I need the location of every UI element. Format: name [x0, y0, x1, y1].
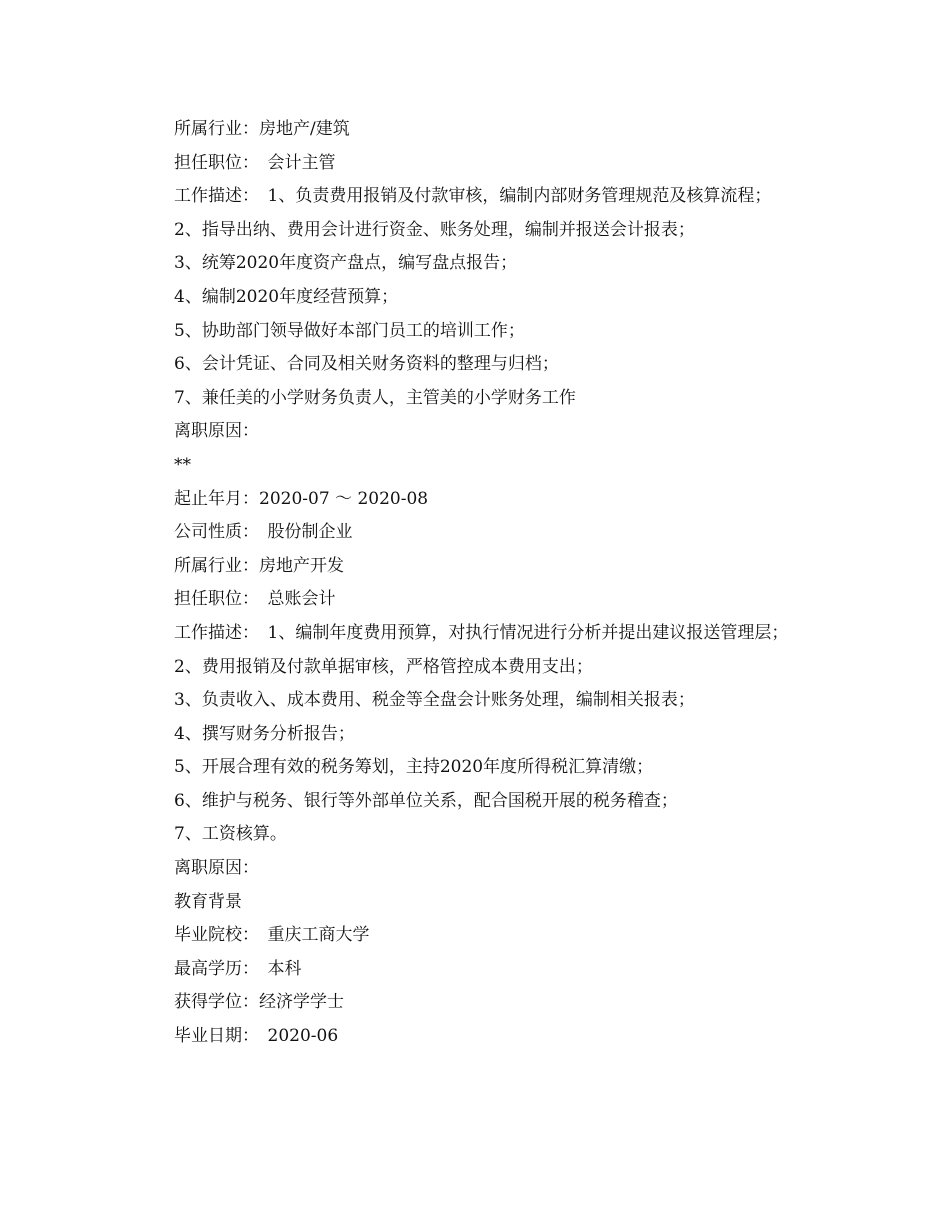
industry-line-2: 所属行业：房地产开发	[174, 555, 344, 576]
job-description-2-item-5: 5、开展合理有效的税务筹划，主持2020年度所得税汇算清缴；	[174, 757, 654, 778]
leaving-reason-1: 离职原因：	[174, 421, 259, 442]
position-line-2: 担任职位： 总账会计	[174, 589, 336, 610]
graduation-date: 毕业日期： 2020-06	[174, 1026, 339, 1047]
separator-asterisks: **	[174, 454, 191, 475]
job-description-2-item-1: 工作描述： 1、编制年度费用预算，对执行情况进行分析并提出建议报送管理层；	[174, 622, 789, 643]
position-line-1: 担任职位： 会计主管	[174, 152, 336, 173]
job-description-2-item-2: 2、费用报销及付款单据审核，严格管控成本费用支出；	[174, 656, 593, 677]
employment-period-2: 起止年月：2020-07 ～ 2020-08	[174, 488, 429, 509]
job-description-1-item-4: 4、编制2020年度经营预算；	[174, 286, 399, 307]
job-description-2-item-3: 3、负责收入、成本费用、税金等全盘会计账务处理，编制相关报表；	[174, 690, 695, 711]
job-description-2-item-6: 6、维护与税务、银行等外部单位关系，配合国税开展的税务稽查；	[174, 790, 678, 811]
company-nature-2: 公司性质： 股份制企业	[174, 522, 353, 543]
job-description-1-item-1: 工作描述： 1、负责费用报销及付款审核，编制内部财务管理规范及核算流程；	[174, 186, 772, 207]
leaving-reason-2: 离职原因：	[174, 858, 259, 879]
document-body	[138, 113, 818, 1054]
highest-degree: 最高学历： 本科	[174, 958, 302, 979]
job-description-1-item-3: 3、统筹2020年度资产盘点，编写盘点报告；	[174, 253, 518, 274]
industry-line-1: 所属行业：房地产/建筑	[174, 119, 350, 139]
academic-degree: 获得学位：经济学学士	[174, 992, 344, 1013]
job-description-1-item-5: 5、协助部门领导做好本部门员工的培训工作；	[174, 320, 525, 341]
job-description-2-item-7: 7、工资核算。	[174, 824, 287, 845]
job-description-1-item-7: 7、兼任美的小学财务负责人，主管美的小学财务工作	[174, 387, 576, 408]
job-description-1-item-2: 2、指导出纳、费用会计进行资金、账务处理，编制并报送会计报表；	[174, 219, 695, 240]
graduated-school: 毕业院校： 重庆工商大学	[174, 925, 370, 946]
job-description-1-item-6: 6、会计凭证、合同及相关财务资料的整理与归档；	[174, 354, 559, 375]
education-heading: 教育背景	[174, 891, 242, 912]
job-description-2-item-4: 4、撰写财务分析报告；	[174, 723, 355, 744]
